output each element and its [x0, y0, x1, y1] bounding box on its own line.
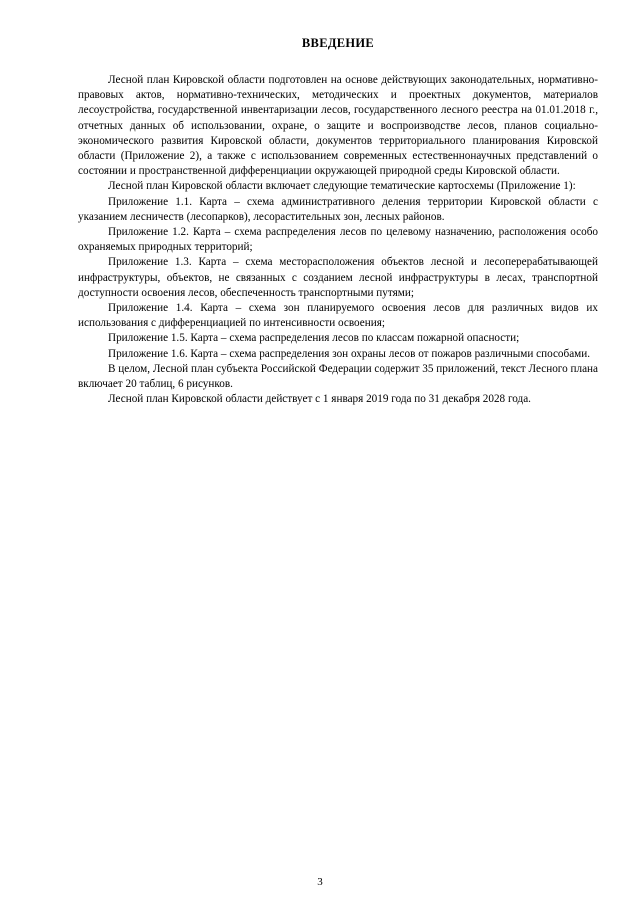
document-page: [78, 36, 598, 407]
paragraph-intro: Лесной план Кировской области подготовлен на основе действующих законодательных, нормативно-правовых актов, нормативно-технических, методических и проектных документов, материалов лесоустройства, государственной инвентаризации лесов, государственного лесного реестра на 01.01.2018 г., отчетных данных об использовании, охране, о защите и воспроизводстве лесов, планов социально-экономического развития Кировской области, документов территориального планирования Кировской области (Приложение 2), а также с использованием современных естественнонаучных представлений о состоянии и пространственной дифференциации окружающей природной среды Кировской области.: [78, 74, 598, 178]
page-number: 3: [317, 876, 323, 888]
paragraph-map-list-intro: Лесной план Кировской области включает следующие тематические картосхемы (Приложение 1):: [108, 180, 576, 193]
paragraph-appendix-1-2: Приложение 1.2. Карта – схема распределения лесов по целевому назначению, расположения особо охраняемых природных территорий;: [78, 226, 598, 254]
paragraph-appendix-1-3: Приложение 1.3. Карта – схема месторасположения объектов лесной и лесоперерабатывающей инфраструктуры, объектов, не связанных с созданием лесной инфраструктуры в лесах, транспортной доступности освоения лесов, обеспеченность транспортными путями;: [78, 256, 598, 299]
paragraph-summary: В целом, Лесной план субъекта Российской Федерации содержит 35 приложений, текст Лесного плана включает 20 таблиц, 6 рисунков.: [78, 362, 598, 391]
paragraph-appendix-1-6: Приложение 1.6. Карта – схема распределения зон охраны лесов от пожаров различными способами.: [108, 347, 591, 360]
page-title: ВВЕДЕНИЕ: [301, 36, 375, 50]
paragraph-validity: Лесной план Кировской области действует с 1 января 2019 года по 31 декабря 2028 года.: [108, 393, 531, 406]
paragraph-appendix-1-1: Приложение 1.1. Карта – схема административного деления территории Кировской области с указанием лесничеств (лесопарков), лесорастительных зон, лесных районов.: [78, 195, 598, 223]
paragraph-appendix-1-5: Приложение 1.5. Карта – схема распределения лесов по классам пожарной опасности;: [108, 332, 520, 345]
paragraph-appendix-1-4: Приложение 1.4. Карта – схема зон планируемого освоения лесов для различных видов их использования с дифференциацией по интенсивности освоения;: [78, 302, 598, 330]
